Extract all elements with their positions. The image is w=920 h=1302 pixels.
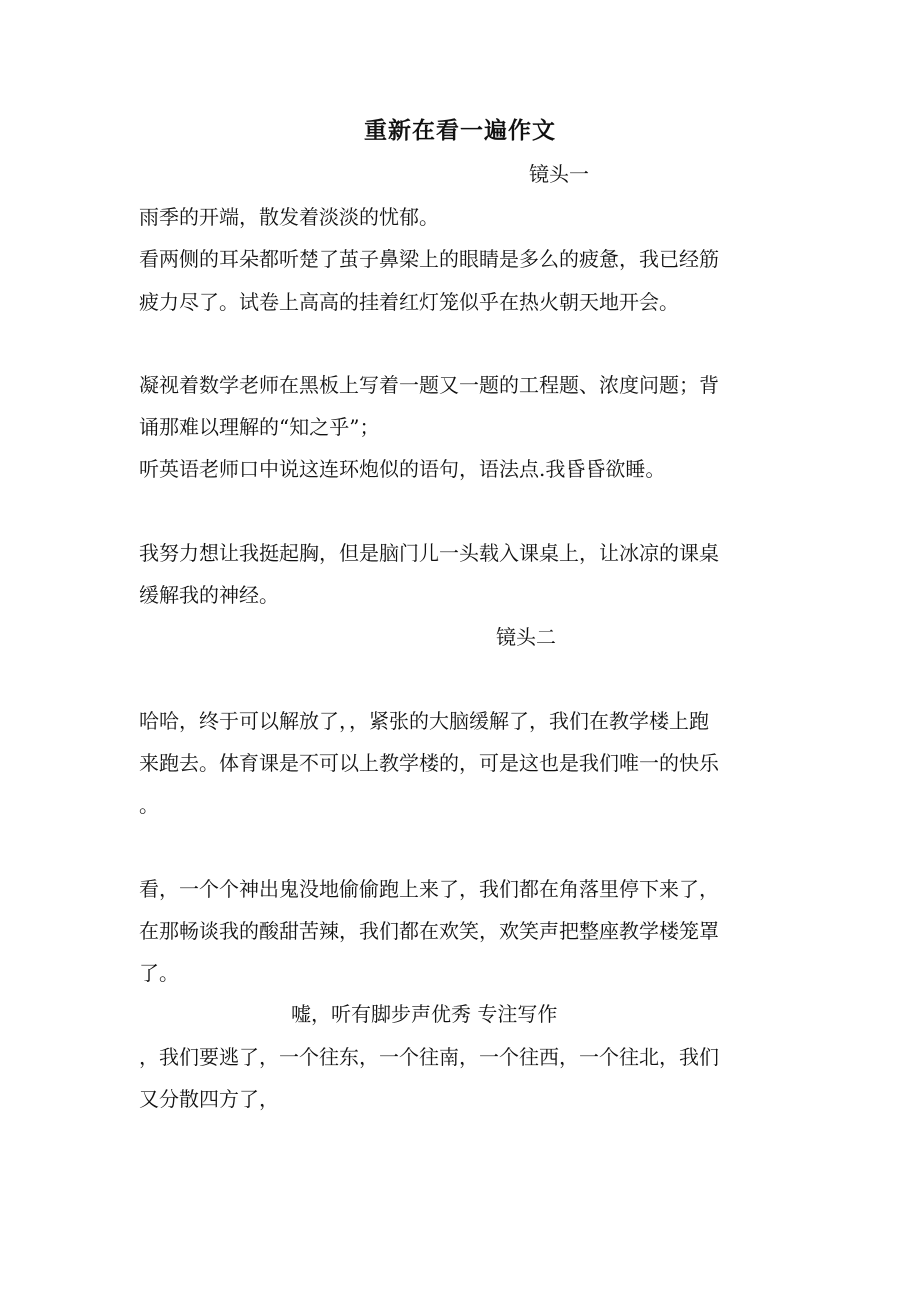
paragraph-line: 哈哈，终于可以解放了，，紧张的大脑缓解了，我们在教学楼上跑	[139, 709, 709, 733]
paragraph-line: 凝视着数学老师在黑板上写着一题又一题的工程题、浓度问题；背	[139, 373, 719, 397]
paragraph-line: 听英语老师口中说这连环炮似的语句，语法点.我昏昏欲睡。	[139, 457, 666, 481]
paragraph-line: 疲力尽了。试卷上高高的挂着红灯笼似乎在热火朝天地开会。	[139, 290, 679, 314]
paragraph-line: 来跑去。体育课是不可以上教学楼的，可是这也是我们唯一的快乐	[139, 751, 719, 775]
paragraph-line: 我努力想让我挺起胸，但是脑门儿一头载入课桌上，让冰凉的课桌	[139, 541, 719, 565]
paragraph-line: 了。	[139, 961, 179, 985]
paragraph-line: 。	[139, 793, 159, 817]
paragraph-line-centered: 嘘，听有脚步声优秀 专注写作	[291, 1002, 558, 1026]
paragraph-line: 雨季的开端，散发着淡淡的忧郁。	[139, 205, 439, 229]
document-title: 重新在看一遍作文	[364, 117, 556, 144]
paragraph-line: 看两侧的耳朵都听楚了茧子鼻梁上的眼睛是多么的疲惫，我已经筋	[139, 247, 719, 271]
paragraph-line: 诵那难以理解的“知之乎”；	[139, 415, 380, 439]
paragraph-line: 在那畅谈我的酸甜苦辣，我们都在欢笑，欢笑声把整座教学楼笼罩	[139, 919, 719, 943]
paragraph-line: 看，一个个神出鬼没地偷偷跑上来了，我们都在角落里停下来了，	[139, 877, 719, 901]
scene-heading-1: 镜头一	[529, 162, 589, 186]
paragraph-line: 缓解我的神经。	[139, 583, 279, 607]
scene-heading-2: 镜头二	[496, 625, 556, 649]
paragraph-line: ，我们要逃了，一个往东，一个往南，一个往西，一个往北，我们	[139, 1045, 719, 1069]
paragraph-line: 又分散四方了，	[139, 1087, 279, 1111]
